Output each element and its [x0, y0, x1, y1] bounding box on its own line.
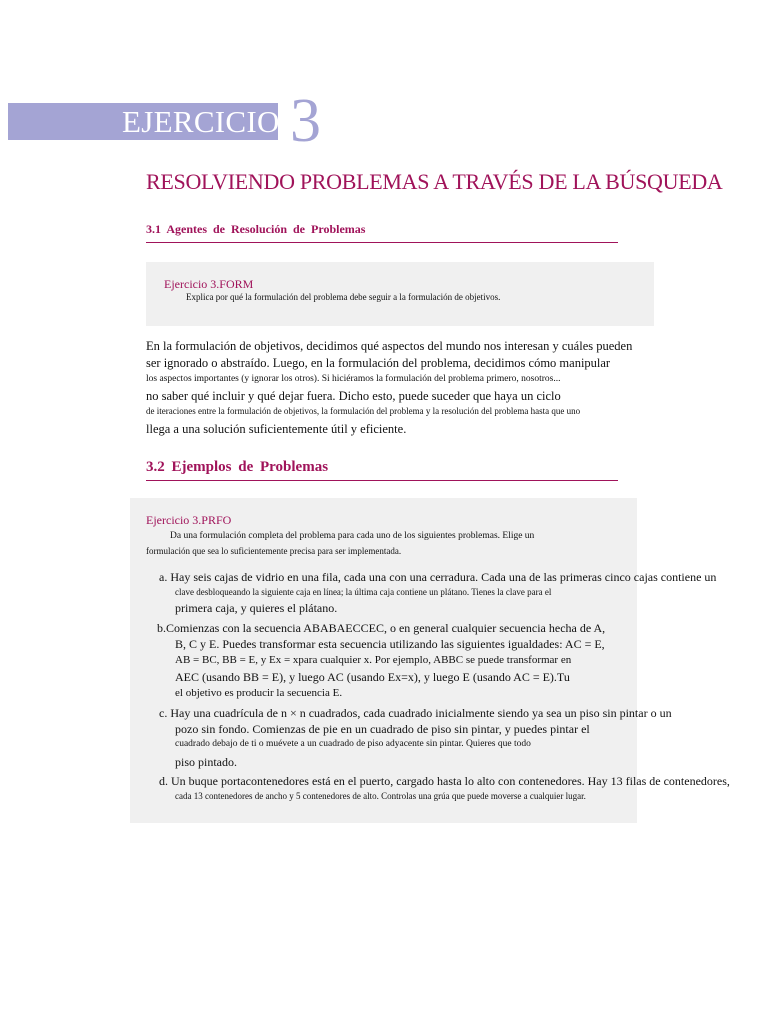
- paragraph-line: no saber qué incluir y qué dejar fuera. Dicho esto, puede suceder que haya un ciclo: [146, 389, 561, 403]
- list-item-d-line: d. Un buque portacontenedores está en el puerto, cargado hasta lo alto con contenedores. Hay 13 filas de contenedores,: [159, 774, 730, 788]
- page-title: RESOLVIENDO PROBLEMAS A TRAVÉS DE LA BÚSQUEDA: [146, 169, 723, 194]
- chapter-label: EJERCICIO: [122, 104, 280, 139]
- chapter-number: 3: [290, 87, 321, 155]
- exercise-intro-line: formulación que sea lo suficientemente precisa para ser implementada.: [146, 546, 402, 556]
- paragraph-line: de iteraciones entre la formulación de objetivos, la formulación del problema y la resolución del problema hasta que uno: [146, 406, 581, 416]
- list-item-d-line: cada 13 contenedores de ancho y 5 contenedores de alto. Controlas una grúa que puede moverse a cualquier lugar.: [175, 791, 586, 801]
- paragraph-line: ser ignorado o abstraído. Luego, en la formulación del problema, decidimos cómo manipular: [146, 356, 611, 370]
- section-heading-3-2: 3.2 Ejemplos de Problemas: [146, 459, 329, 475]
- list-item-c-line: pozo sin fondo. Comienzas de pie en un cuadrado de piso sin pintar, y puedes pintar el: [175, 722, 590, 736]
- paragraph-line: los aspectos importantes (y ignorar los otros). Si hiciéramos la formulación del problema primero, nosotros...: [146, 374, 561, 384]
- section-heading-3-1: 3.1 Agentes de Resolución de Problemas: [146, 222, 366, 236]
- list-item-a-line: a. Hay seis cajas de vidrio en una fila, cada una con una cerradura. Cada una de las primeras cinco cajas contiene un: [159, 570, 717, 584]
- section-divider: [146, 480, 618, 481]
- list-item-b-line: b.Comienzas con la secuencia ABABAECCEC, o en general cualquier secuencia hecha de A,: [157, 621, 606, 635]
- list-item-c-line: c. Hay una cuadrícula de n × n cuadrados, cada cuadrado inicialmente siendo ya sea un piso sin pintar o un: [159, 706, 672, 720]
- paragraph-line: En la formulación de objetivos, decidimos qué aspectos del mundo nos interesan y cuáles pueden: [146, 339, 633, 353]
- exercise-text-form: Explica por qué la formulación del problema debe seguir a la formulación de objetivos.: [186, 292, 501, 302]
- list-item-b-line: AB = BC, BB = E, y Ex = xpara cualquier x. Por ejemplo, ABBC se puede transformar en: [175, 654, 572, 666]
- list-item-c-line: cuadrado debajo de ti o muévete a un cuadrado de piso adyacente sin pintar. Quieres que todo: [175, 739, 531, 749]
- list-item-a-line: clave desbloqueando la siguiente caja en línea; la última caja contiene un plátano. Tienes la clave para el: [175, 587, 552, 597]
- list-item-a-line: primera caja, y quieres el plátano.: [175, 601, 338, 615]
- exercise-title-prfo: Ejercicio 3.PRFO: [146, 513, 232, 527]
- list-item-b-line: AEC (usando BB = E), y luego AC (usando Ex=x), y luego E (usando AC = E).Tu: [175, 670, 570, 684]
- exercise-intro-line: Da una formulación completa del problema para cada uno de los siguientes problemas. Elige un: [170, 531, 535, 541]
- list-item-b-line: el objetivo es producir la secuencia E.: [175, 687, 343, 699]
- exercise-title-form: Ejercicio 3.FORM: [164, 277, 254, 291]
- section-divider: [146, 242, 618, 243]
- paragraph-line: llega a una solución suficientemente útil y eficiente.: [146, 422, 407, 436]
- list-item-b-line: B, C y E. Puedes transformar esta secuencia utilizando las siguientes igualdades: AC = E,: [175, 637, 605, 651]
- list-item-c-line: piso pintado.: [175, 755, 237, 769]
